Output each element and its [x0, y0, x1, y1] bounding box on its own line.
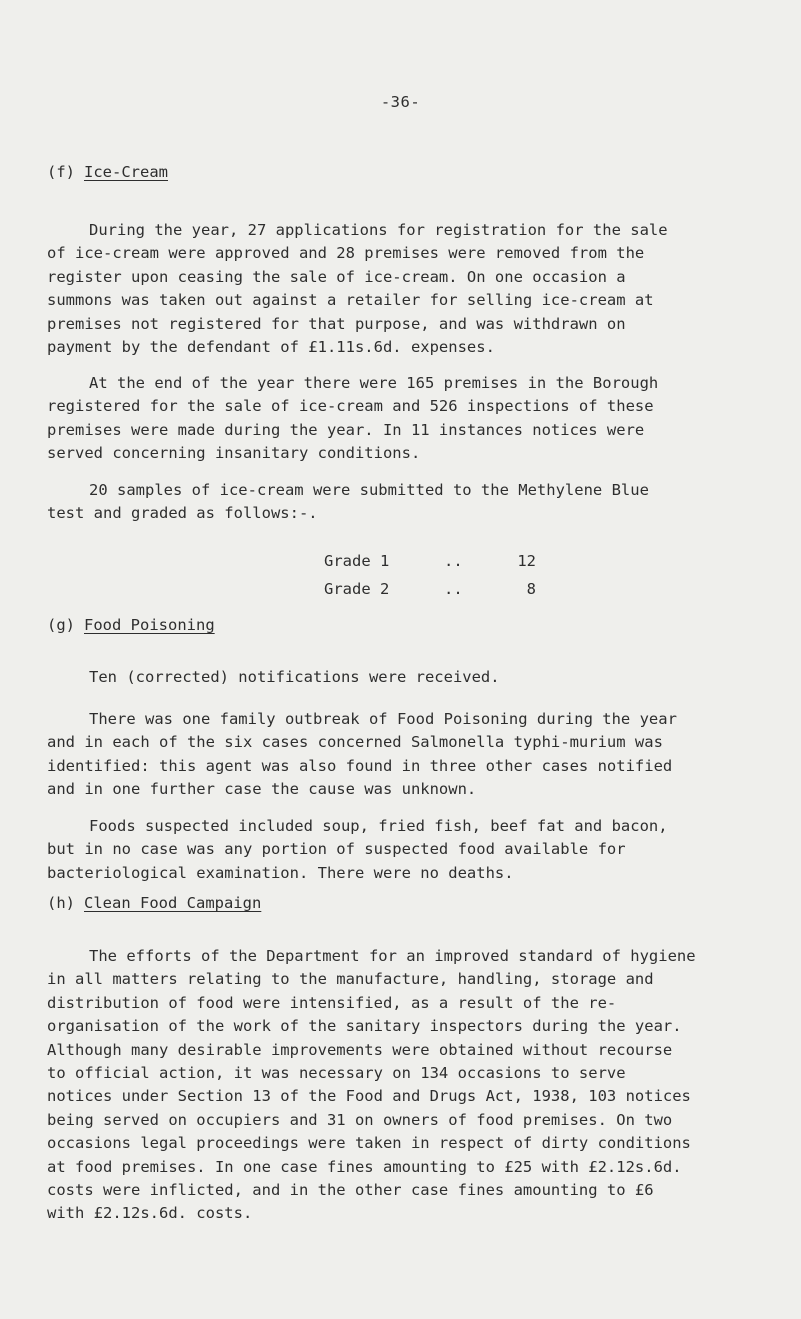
grade-value: 8 [526, 580, 536, 598]
grade-label: Grade 1 [324, 552, 390, 570]
text-line: but in no case was any portion of suspected food available for [47, 840, 626, 859]
food-poisoning-paragraph-3 [47, 815, 747, 885]
text-line: Ten (corrected) notifications were received. [89, 668, 500, 686]
section-heading-food-poisoning [47, 616, 215, 634]
text-line: being served on occupiers and 31 on owners of food premises. On two [47, 1110, 673, 1129]
text-line: bacteriological examination. There were no deaths. [47, 863, 514, 882]
text-line: premises not registered for that purpose, and was withdrawn on [47, 314, 626, 333]
section-letter: (f) [47, 163, 75, 181]
leader-dots: .. [444, 552, 463, 570]
text-line: Although many desirable improvements were obtained without recourse [47, 1040, 673, 1059]
section-heading-ice-cream [47, 163, 168, 181]
grade-label: Grade 2 [324, 580, 390, 598]
text-line: organisation of the work of the sanitary inspectors during the year. [47, 1017, 682, 1036]
ice-cream-paragraph-3 [47, 479, 747, 526]
grade-row [324, 552, 536, 570]
text-line: During the year, 27 applications for registration for the sale [89, 221, 668, 239]
text-line: notices under Section 13 of the Food and Drugs Act, 1938, 103 notices [47, 1087, 691, 1106]
text-line: of ice-cream were approved and 28 premises were removed from the [47, 244, 645, 263]
text-line: and in one further case the cause was unknown. [47, 780, 477, 799]
text-line: at food premises. In one case fines amounting to £25 with £2.12s.6d. [47, 1157, 682, 1176]
text-line: payment by the defendant of £1.11s.6d. expenses. [47, 338, 495, 357]
grade-value: 12 [517, 552, 536, 570]
section-title: Clean Food Campaign [84, 894, 262, 912]
text-line: to official action, it was necessary on 134 occasions to serve [47, 1064, 626, 1083]
text-line: register upon ceasing the sale of ice-cream. On one occasion a [47, 267, 626, 286]
text-line: summons was taken out against a retailer for selling ice-cream at [47, 291, 654, 310]
ice-cream-paragraph-2 [47, 372, 747, 466]
text-line: distribution of food were intensified, as a result of the re- [47, 993, 617, 1012]
food-poisoning-paragraph-1 [47, 666, 747, 689]
text-line: registered for the sale of ice-cream and 526 inspections of these [47, 397, 654, 416]
section-title: Food Poisoning [84, 616, 215, 634]
text-line: and in each of the six cases concerned Salmonella typhi-murium was [47, 733, 663, 752]
text-line: 20 samples of ice-cream were submitted to the Methylene Blue [89, 481, 649, 499]
text-line: with £2.12s.6d. costs. [47, 1204, 253, 1223]
grade-row [324, 580, 536, 598]
clean-food-paragraph-1 [47, 945, 747, 1226]
ice-cream-paragraph-1 [47, 219, 747, 359]
leader-dots: .. [444, 580, 463, 598]
text-line: Foods suspected included soup, fried fish, beef fat and bacon, [89, 817, 668, 835]
text-line: served concerning insanitary conditions. [47, 444, 421, 463]
text-line: occasions legal proceedings were taken in respect of dirty conditions [47, 1134, 691, 1153]
text-line: test and graded as follows:-. [47, 504, 318, 523]
page-number: -36- [380, 93, 421, 111]
food-poisoning-paragraph-2 [47, 708, 747, 802]
section-heading-clean-food-campaign [47, 894, 261, 912]
section-title: Ice-Cream [84, 163, 168, 181]
text-line: There was one family outbreak of Food Poisoning during the year [89, 710, 677, 728]
text-line: identified: this agent was also found in three other cases notified [47, 756, 673, 775]
text-line: premises were made during the year. In 11 instances notices were [47, 420, 645, 439]
text-line: At the end of the year there were 165 premises in the Borough [89, 374, 659, 392]
text-line: in all matters relating to the manufacture, handling, storage and [47, 970, 654, 989]
section-letter: (g) [47, 616, 75, 634]
text-line: The efforts of the Department for an improved standard of hygiene [89, 947, 696, 965]
text-line: costs were inflicted, and in the other case fines amounting to £6 [47, 1181, 654, 1200]
section-letter: (h) [47, 894, 75, 912]
